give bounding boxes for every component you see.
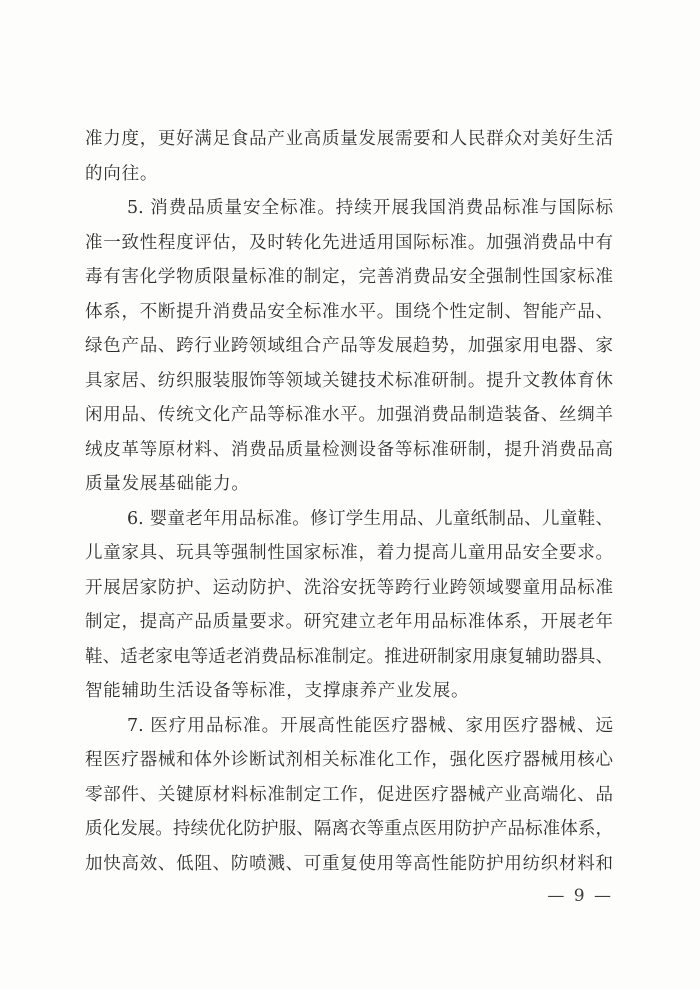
text-line: 零部件、关键原材料标准制定工作，促进医疗器械产业高端化、品: [85, 784, 613, 805]
text-line: 的向往。: [85, 163, 159, 184]
text-line: 程医疗器械和体外诊断试剂相关标准化工作，强化医疗器械用核心: [85, 750, 613, 770]
text-line: 鞋、适老家电等适老消费品标准制定。推进研制家用康复辅助器具、: [85, 646, 613, 667]
text-line: 智能辅助生活设备等标准，支撑康养产业发展。: [85, 681, 470, 701]
text-line: 儿童家具、玩具等强制性国家标准，着力提高儿童用品安全要求。: [85, 543, 613, 563]
text-line: 绒皮革等原材料、消费品质量检测设备等标准研制，提升消费品高: [85, 439, 613, 460]
text-line: 具家居、纺织服装服饰等领域关键技术标准研制。提升文教体育休: [85, 370, 613, 391]
text-line: 准力度，更好满足食品产业高质量发展需要和人民群众对美好生活: [85, 129, 613, 149]
text-line: 开展居家防护、运动防护、洗浴安抚等跨行业跨领域婴童用品标准: [85, 577, 613, 598]
text-line: 体系，不断提升消费品安全标准水平。围绕个性定制、智能产品、: [85, 301, 613, 322]
text-line: 加快高效、低阻、防喷溅、可重复使用等高性能防护用纺织材料和: [85, 853, 613, 874]
text-line: 闲用品、传统文化产品等标准水平。加强消费品制造装备、丝绸羊: [85, 405, 613, 425]
text-line: 绿色产品、跨行业跨领域组合产品等发展趋势，加强家用电器、家: [85, 336, 613, 356]
text-line: 质化发展。持续优化防护服、隔离衣等重点医用防护产品标准体系，: [85, 819, 613, 839]
document-text-block: [85, 122, 613, 881]
text-line: 5. 消费品质量安全标准。持续开展我国消费品标准与国际标: [127, 198, 613, 218]
text-line: 质量发展基础能力。: [85, 474, 250, 494]
text-line: 毒有害化学物质限量标准的制定，完善消费品安全强制性国家标准: [85, 267, 613, 287]
text-line: 制定，提高产品质量要求。研究建立老年用品标准体系，开展老年: [85, 612, 613, 632]
text-line: 7. 医疗用品标准。开展高性能医疗器械、家用医疗器械、远: [127, 715, 613, 736]
page-number: — 9 —: [547, 886, 613, 906]
text-line: 6. 婴童老年用品标准。修订学生用品、儿童纸制品、儿童鞋、: [127, 508, 613, 529]
text-line: 准一致性程度评估，及时转化先进适用国际标准。加强消费品中有: [85, 232, 613, 253]
